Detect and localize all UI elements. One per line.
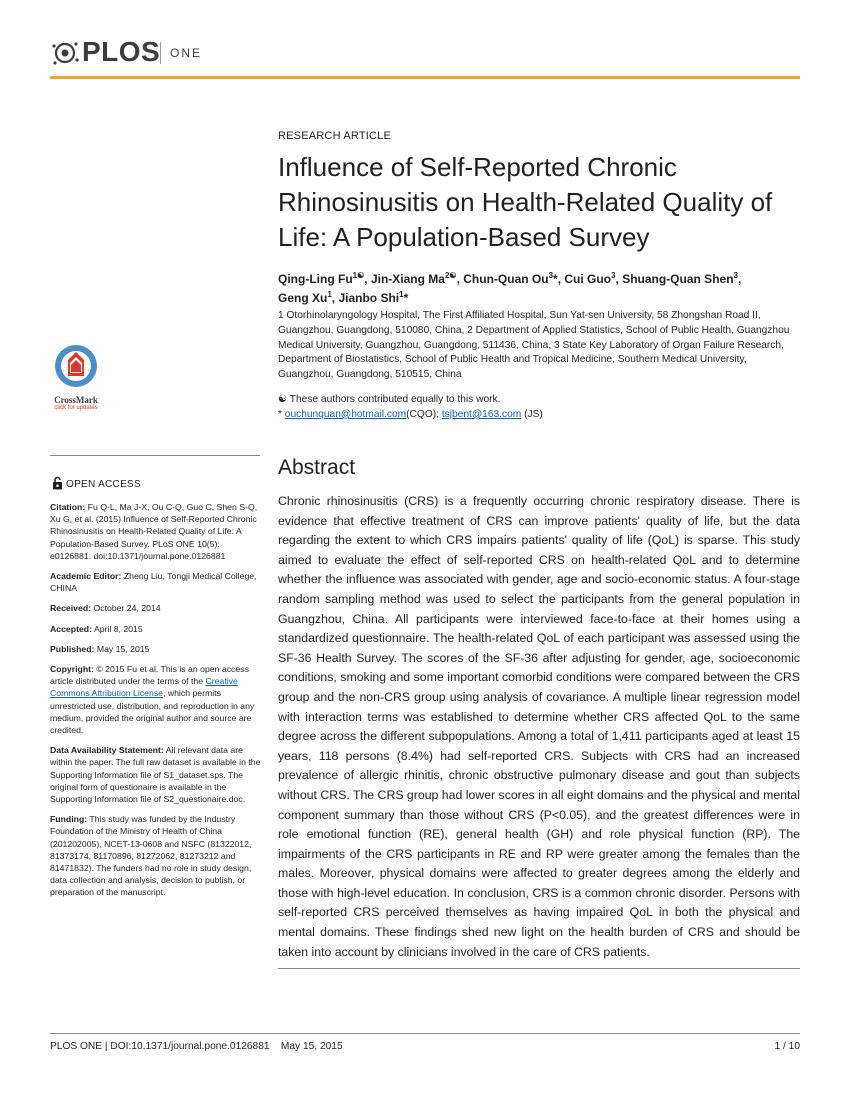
plos-logo-icon	[50, 38, 80, 68]
author-sup: 1	[399, 290, 404, 299]
header-rule	[50, 76, 800, 79]
citation-block	[50, 501, 262, 562]
email-link[interactable]: tsjbent@163.com	[441, 408, 522, 420]
author-sup: 1☯	[352, 271, 365, 280]
author-name: Qing-Ling Fu	[278, 272, 353, 286]
abstract-rule	[278, 968, 800, 969]
author-sup: 3	[733, 271, 738, 280]
accepted-block	[50, 623, 262, 635]
copyright-block	[50, 663, 262, 736]
crossmark-icon	[48, 342, 104, 392]
page-number: 1 / 10	[774, 1041, 800, 1052]
data-availability-label: Data Availability Statement:	[50, 745, 164, 756]
author-sup: 3	[611, 271, 616, 280]
published-date: May 15, 2015	[96, 643, 150, 654]
received-label: Received:	[50, 603, 92, 614]
logo-divider	[160, 42, 161, 64]
author-name: Jianbo Shi	[338, 291, 400, 305]
copyright-text: © 2015 Fu et al. This is an open access article distributed under the terms of the	[50, 664, 249, 687]
copyright-label: Copyright:	[50, 664, 94, 675]
editor-label: Academic Editor:	[50, 571, 122, 582]
copyright-text-end: , which permits unrestricted use, distribution, and reproduction in any medium, provided the original author and source are credited.	[50, 688, 255, 736]
author-name: Shuang-Quan Shen	[622, 272, 734, 286]
article-title: Influence of Self-Reported Chronic Rhinosinusitis on Health-Related Quality of Life: A Population-Based Survey	[278, 152, 773, 252]
equal-contribution-note: These authors contributed equally to this work.	[289, 394, 501, 405]
email-initials: (JS)	[524, 408, 543, 420]
sidebar-rule	[50, 455, 260, 456]
data-availability-block	[50, 744, 262, 805]
funding-block	[50, 813, 262, 898]
email-initials: (CQO);	[406, 408, 439, 420]
accepted-label: Accepted:	[50, 623, 92, 634]
crossmark-badge[interactable]	[48, 342, 104, 414]
article-info-sidebar	[50, 501, 262, 907]
funding-label: Funding:	[50, 814, 88, 825]
affiliations: 1 Otorhinolaryngology Hospital, The First Affiliated Hospital, Sun Yat-sen University, 58 Zhongshan Road II, Guangzhou, Guangdong, 510080, China, 2 Department of Applied Statistics, School of Public Health, Guangzhou Medical University, Guangzhou, Guangdong, 511436, China, 3 State Key Laboratory of Organ Failure Research, Department of Biostatistics, School of Public Health and Tropical Medicine, Southern Medical University, Guangzhou, Guangdong, 510515, China	[278, 310, 790, 381]
author-sup: 1	[327, 290, 332, 299]
abstract-heading: Abstract	[278, 456, 356, 479]
contribution-notes: ☯ These authors contributed equally to this work. * ouchunquan@hotmail.com(CQO); tsjbent@163.com (JS)	[278, 394, 543, 420]
editor-block	[50, 570, 262, 594]
journal-name: ONE	[170, 46, 203, 60]
accepted-date: April 8, 2015	[93, 623, 143, 634]
author-name: Jin-Xiang Ma	[370, 272, 445, 286]
crossmark-label: CrossMark	[54, 395, 98, 405]
open-access-label: OPEN ACCESS	[66, 479, 141, 490]
license-link[interactable]: Creative Commons Attribution License	[50, 676, 238, 699]
citation-text: Fu Q-L, Ma J-X, Ou C-Q, Guo C, Shen S-Q, Xu G, et al. (2015) Influence of Self-Reported Chronic Rhinosinusitis on Health-Related Quality of Life: A Population-Based Survey. PLoS ONE 10(5): e0126881. doi:10.1371/journal.pone.0126881	[50, 502, 258, 561]
editor-text: Zheng Liu, Tongji Medical College, CHINA	[50, 571, 257, 594]
author-name: Cui Guo	[564, 272, 612, 286]
funding-text: This study was funded by the Industry Foundation of the Ministry of Health of China (201202005), NCET-13-0608 and NSFC (81322012, 81373174, 81170896, 81272062, 81273212 and 81471832). The funders had no role in study design, data collection and analysis, decision to publish, or preparation of the manuscript.	[50, 814, 252, 898]
abstract-text: Chronic rhinosinusitis (CRS) is a frequently occurring chronic respiratory disease. There is evidence that effective treatment of CRS can improve patients' quality of life, but the data regarding the extent to which CRS impairs patients' quality of life (QoL) is sparse. This study aimed to evaluate the effect of self-reported CRS on health-related QoL and to determine whether the influence was associated with gender, age and socio-economic status. A four-stage random sampling method was used to select the participants from the general population in Guangzhou, China. All participants were interviewed face-to-face at their homes using a standardized questionnaire. The health-related QoL of each participant was assessed using the SF-36 Health Survey. The scores of the SF-36 after adjusting for gender, age, socioeconomic conditions, smoking and some important comorbid conditions were compared between the CRS group and the non-CRS group using analysis of covariance. A multiple linear regression model with interaction terms was established to determine whether CRS affected QoL to the same degree across the different subpopulations. Among a total of 1,411 participants aged at least 15 years, 118 persons (8.4%) had self-reported CRS. Subjects with CRS had an increased prevalence of allergic rhinitis, chronic obstructive pulmonary disease and gout than subjects without CRS. The CRS group had lower scores in all eight domains and the physical and mental component summary than those without CRS (P<0.05), and the greatest differences were in role emotional function (RE), general health (GH) and role physical function (RP). The impairments of the CRS participants in RE and RP were greater among the females than the males. Moreover, physical domains were affected to greater degrees among the elderly and those with high-level education. In conclusion, CRS is a common chronic disorder. Persons with self-reported CRS perceived themselves as having impaired QoL in both the physical and mental domains. These findings shed new light on the health burden of CRS and should be taken into account by clinicians involved in the care of CRS patients.	[278, 494, 800, 959]
email-link[interactable]: ouchunquan@hotmail.com	[284, 408, 407, 420]
author-sup: 3	[548, 271, 554, 280]
received-date: October 24, 2014	[93, 603, 161, 614]
equal-contribution-icon: ☯	[278, 394, 290, 405]
received-block	[50, 602, 262, 614]
published-label: Published:	[50, 643, 95, 654]
open-access-lock-icon	[52, 476, 63, 490]
citation-label: Citation:	[50, 502, 86, 512]
published-block	[50, 643, 262, 655]
author-name: Chun-Quan Ou	[463, 272, 549, 286]
author-name: Geng Xu	[278, 291, 328, 305]
author-sup: 2☯	[444, 271, 457, 280]
footer-rule	[50, 1033, 800, 1034]
plos-logo-text: PLOS	[82, 36, 161, 67]
footer-citation: PLOS ONE | DOI:10.1371/journal.pone.0126881 May 15, 2015	[50, 1041, 343, 1052]
author-list: Qing-Ling $Fu^{1☯}$, Jin-Xiang $Ma^{2☯}$, Chun-Quan Ou$^3$*, Cui Guo$^3$, Shuang-Quan Shen$^3$, Geng Xu$^1$, Jianbo Shi$^1$*	[278, 271, 742, 305]
data-availability-text: All relevant data are within the paper. The full raw dataset is available in the Supporting Information file of S1_dataset.sps. The original form of questionaire is available in the Supporting Information file of S2_questionaire.doc.	[50, 745, 261, 805]
article-type: RESEARCH ARTICLE	[278, 130, 392, 142]
crossmark-sublabel: click for updates	[54, 405, 98, 411]
